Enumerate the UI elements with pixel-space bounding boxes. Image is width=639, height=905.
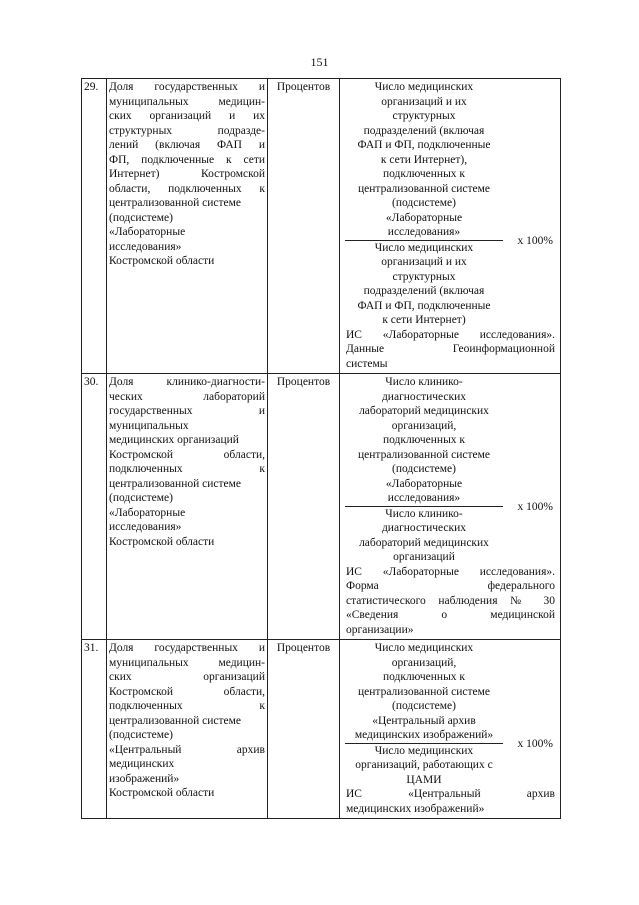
indicator-name-line: ФП, подключенные к сети bbox=[109, 153, 265, 166]
fraction bbox=[342, 641, 558, 787]
indicator-name-line: ских организаций bbox=[109, 671, 265, 683]
indicator-name-line: медицинских организаций bbox=[109, 434, 239, 446]
indicator-name-line: подключенных к bbox=[109, 463, 265, 475]
numerator-line: подключенных к bbox=[382, 168, 466, 180]
unit-of-measure: Процентов bbox=[268, 79, 340, 374]
numerator-line: централизованной системе bbox=[358, 685, 490, 698]
numerator-line: ФАП и ФП, подключенные bbox=[357, 139, 491, 151]
indicator-name-line: «Лабораторные bbox=[109, 226, 186, 238]
denominator-line: организаций bbox=[393, 551, 455, 563]
indicator-name bbox=[107, 374, 268, 640]
fraction bbox=[342, 375, 558, 565]
multiplier-100-percent: x 100% bbox=[517, 738, 553, 750]
numerator-line: централизованной системе bbox=[358, 182, 490, 195]
numerator-line: организаций, bbox=[391, 656, 457, 669]
row-number: 30. bbox=[82, 374, 107, 640]
calculation-formula bbox=[340, 374, 561, 640]
numerator-line: «Лабораторные bbox=[385, 477, 463, 490]
table-row bbox=[82, 79, 561, 374]
indicator-name-line: муниципальных bbox=[109, 419, 189, 432]
data-source bbox=[342, 328, 558, 373]
indicator-name bbox=[107, 79, 268, 374]
indicator-name-line: Костромской области bbox=[109, 787, 215, 799]
indicator-name-line: (подсистеме) bbox=[109, 211, 173, 224]
numerator bbox=[344, 375, 504, 506]
numerator-line: диагностических bbox=[381, 390, 467, 403]
indicator-name-line: муниципальных медицин- bbox=[109, 656, 265, 669]
unit-of-measure: Процентов bbox=[268, 640, 340, 819]
denominator-line: подразделений (включая bbox=[363, 285, 485, 297]
numerator-line: Число медицинских bbox=[374, 642, 474, 654]
numerator-line: (подсистеме) bbox=[392, 700, 456, 712]
indicator-name-line: Костромской области bbox=[109, 255, 215, 267]
data-source-line: ИС «Центральный архив bbox=[346, 788, 555, 800]
indicator-name-line: подключенных к bbox=[109, 700, 265, 712]
data-source-line: системы bbox=[346, 357, 388, 370]
indicators-table bbox=[81, 78, 561, 819]
indicator-name-line: ских организаций и их bbox=[109, 110, 265, 122]
indicator-name-line: централизованной системе bbox=[109, 477, 241, 490]
data-source-line: организации» bbox=[346, 623, 414, 636]
data-source bbox=[342, 787, 558, 817]
denominator-line: лабораторий медицинских bbox=[359, 536, 489, 549]
numerator-line: исследования» bbox=[387, 492, 461, 504]
numerator-line: организаций, bbox=[391, 419, 457, 432]
data-source bbox=[342, 565, 558, 639]
denominator-line: диагностических bbox=[381, 522, 467, 534]
numerator-line: структурных bbox=[392, 110, 456, 122]
indicator-name bbox=[107, 640, 268, 819]
indicator-name-line: «Лабораторные bbox=[109, 506, 186, 519]
fraction bbox=[342, 80, 558, 328]
denominator-line: ФАП и ФП, подключенные bbox=[357, 299, 491, 312]
indicator-name-line: (подсистеме) bbox=[109, 729, 173, 741]
row-number: 29. bbox=[82, 79, 107, 374]
numerator-line: (подсистеме) bbox=[392, 197, 456, 209]
numerator-line: «Лабораторные bbox=[385, 211, 463, 224]
numerator-line: подключенных к bbox=[382, 671, 466, 683]
denominator bbox=[344, 241, 504, 328]
denominator-line: организаций, работающих с bbox=[355, 759, 493, 771]
data-source-line: ИС «Лабораторные исследования». bbox=[346, 565, 555, 578]
row-number: 31. bbox=[82, 640, 107, 819]
denominator-line: Число медицинских bbox=[374, 744, 474, 757]
indicator-name-line: «Центральный архив bbox=[109, 743, 265, 756]
numerator-line: медицинских изображений» bbox=[354, 729, 494, 741]
denominator-line: Число клинико- bbox=[385, 507, 463, 520]
numerator-line: Число клинико- bbox=[385, 376, 463, 388]
data-source-line: ИС «Лабораторные исследования». bbox=[346, 328, 555, 341]
data-source-line: «Сведения о медицинской bbox=[346, 609, 555, 621]
indicator-name-line: Костромской области bbox=[109, 535, 215, 548]
numerator bbox=[344, 641, 504, 743]
indicator-name-line: области, подключенных к bbox=[109, 182, 265, 195]
data-source-line: Форма федерального bbox=[346, 580, 555, 592]
indicator-name-line: структурных подразде- bbox=[109, 124, 265, 137]
data-source-line: медицинских изображений» bbox=[346, 802, 485, 815]
numerator-line: «Центральный архив bbox=[372, 714, 476, 727]
numerator-line: к сети Интернет), bbox=[380, 153, 468, 166]
indicator-name-line: Доля государственных и bbox=[109, 81, 265, 93]
numerator-line: лабораторий медицинских bbox=[359, 405, 489, 417]
denominator bbox=[344, 744, 504, 788]
denominator bbox=[344, 507, 504, 565]
denominator-line: к сети Интернет) bbox=[382, 314, 466, 326]
calculation-formula bbox=[340, 640, 561, 819]
indicator-name-line: государственных и bbox=[109, 405, 265, 417]
indicator-name-line: исследования» bbox=[109, 240, 182, 253]
indicator-name-line: Костромской области, bbox=[109, 685, 265, 698]
unit-of-measure: Процентов bbox=[268, 374, 340, 640]
data-source-line: Данные Геоинформационной bbox=[346, 343, 555, 355]
table-row bbox=[82, 374, 561, 640]
indicator-name-line: (подсистеме) bbox=[109, 492, 173, 504]
indicator-name-line: централизованной системе bbox=[109, 714, 241, 727]
numerator-line: организаций и их bbox=[381, 95, 467, 108]
numerator-line: подключенных к bbox=[382, 434, 466, 446]
indicator-name-line: Костромской области, bbox=[109, 448, 265, 461]
indicator-name-line: ческих лабораторий bbox=[109, 390, 265, 403]
denominator-line: организаций и их bbox=[381, 256, 467, 268]
denominator-line: Число медицинских bbox=[374, 241, 474, 254]
indicator-name-line: исследования» bbox=[109, 521, 182, 533]
indicator-name-line: лений (включая ФАП и bbox=[109, 139, 265, 151]
numerator-line: централизованной системе bbox=[358, 448, 490, 461]
indicator-name-line: изображений» bbox=[109, 772, 180, 785]
multiplier-100-percent: x 100% bbox=[517, 235, 553, 247]
denominator-line: ЦАМИ bbox=[406, 773, 442, 786]
numerator-line: подразделений (включая bbox=[363, 124, 485, 137]
numerator-line: Число медицинских bbox=[374, 81, 474, 93]
indicator-name-line: муниципальных медицин- bbox=[109, 95, 265, 108]
numerator-line: (подсистеме) bbox=[392, 463, 456, 475]
page-number: 151 bbox=[310, 55, 329, 69]
multiplier-100-percent: x 100% bbox=[517, 501, 553, 513]
denominator-line: структурных bbox=[392, 270, 456, 283]
indicator-name-line: Доля государственных и bbox=[109, 642, 265, 654]
numerator bbox=[344, 80, 504, 240]
indicator-name-line: медицинских bbox=[109, 758, 175, 770]
numerator-line: исследования» bbox=[387, 226, 461, 238]
table-row bbox=[82, 640, 561, 819]
indicator-name-line: централизованной системе bbox=[109, 197, 241, 209]
calculation-formula bbox=[340, 79, 561, 374]
data-source-line: статистического наблюдения № 30 bbox=[346, 594, 555, 607]
indicator-name-line: Интернет) Костромской bbox=[109, 168, 265, 180]
indicator-name-line: Доля клинико-диагности- bbox=[109, 376, 265, 388]
